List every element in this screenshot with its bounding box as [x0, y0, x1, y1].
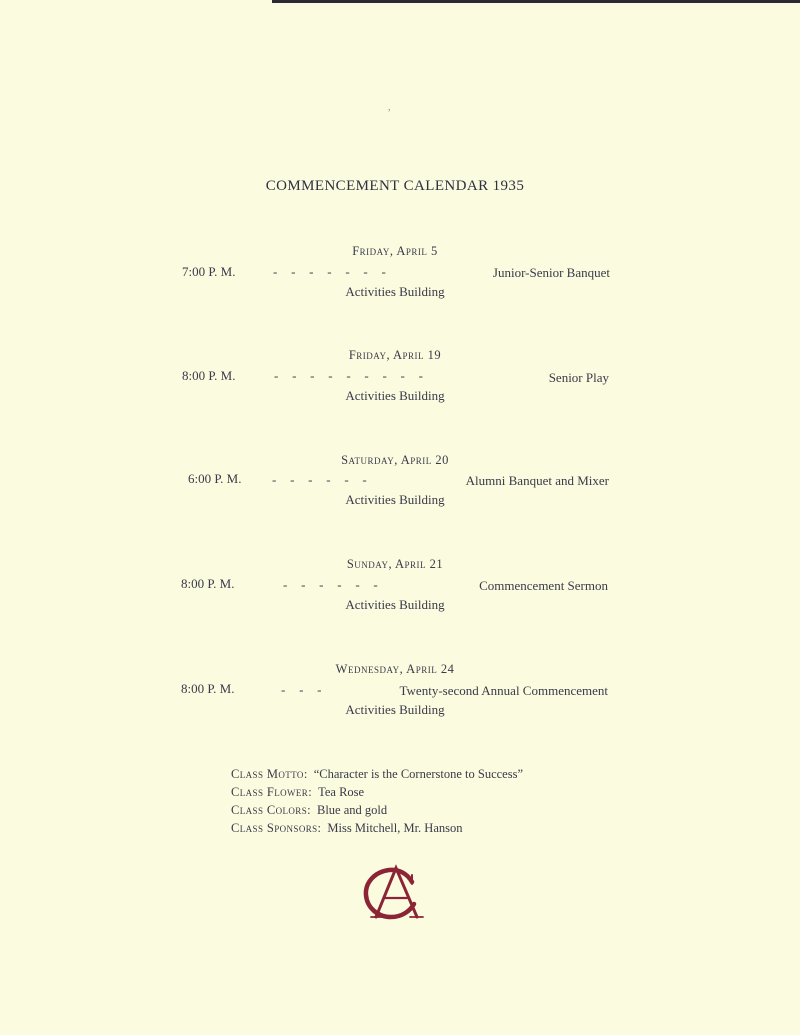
class-info — [231, 765, 523, 837]
top-edge-rule — [272, 0, 800, 3]
event-time: 8:00 P. M. — [181, 576, 235, 591]
class-sponsors-label: Class Sponsors: — [231, 821, 322, 835]
event-name: Senior Play — [548, 370, 609, 385]
event-date: Saturday, April 20 — [341, 453, 449, 467]
class-colors — [231, 801, 523, 819]
class-flower-value: Tea Rose — [318, 785, 365, 799]
event-location: Activities Building — [345, 284, 445, 299]
paper-speck: , — [388, 102, 391, 113]
event-time: 7:00 P. M. — [182, 264, 236, 279]
event-date: Friday, April 19 — [348, 348, 442, 362]
leader-dashes: - - - — [281, 682, 323, 697]
leader-dashes: - - - - - - — [283, 577, 379, 592]
event-date: Friday, April 5 — [352, 244, 438, 258]
event-location: Activities Building — [345, 702, 445, 717]
leader-dashes: - - - - - - — [272, 472, 368, 487]
event-name: Twenty-second Annual Commencement — [399, 683, 608, 698]
event-date: Sunday, April 21 — [346, 557, 444, 571]
class-flower — [231, 783, 523, 801]
event-location: Activities Building — [345, 597, 445, 612]
event-name: Junior-Senior Banquet — [492, 265, 610, 280]
class-motto — [231, 765, 523, 783]
event-location: Activities Building — [345, 388, 445, 403]
class-colors-value: Blue and gold — [317, 803, 388, 817]
leader-dashes: - - - - - - - - - — [274, 368, 424, 383]
class-sponsors-value: Miss Mitchell, Mr. Hanson — [327, 821, 463, 835]
class-motto-label: Class Motto: — [231, 767, 308, 781]
class-motto-value: “Character is the Cornerstone to Success” — [313, 767, 524, 781]
event-name: Alumni Banquet and Mixer — [465, 473, 609, 488]
event-name: Commencement Sermon — [479, 578, 608, 593]
ac-monogram-icon — [360, 862, 426, 922]
class-sponsors — [231, 819, 523, 837]
leader-dashes: - - - - - - - — [273, 264, 387, 279]
class-colors-label: Class Colors: — [231, 803, 311, 817]
class-flower-label: Class Flower: — [231, 785, 313, 799]
page-title: COMMENCEMENT CALENDAR 1935 — [265, 178, 525, 194]
event-time: 8:00 P. M. — [182, 368, 236, 383]
event-location: Activities Building — [345, 492, 445, 507]
event-time: 6:00 P. M. — [188, 471, 242, 486]
event-time: 8:00 P. M. — [181, 681, 235, 696]
event-date: Wednesday, April 24 — [335, 662, 455, 676]
